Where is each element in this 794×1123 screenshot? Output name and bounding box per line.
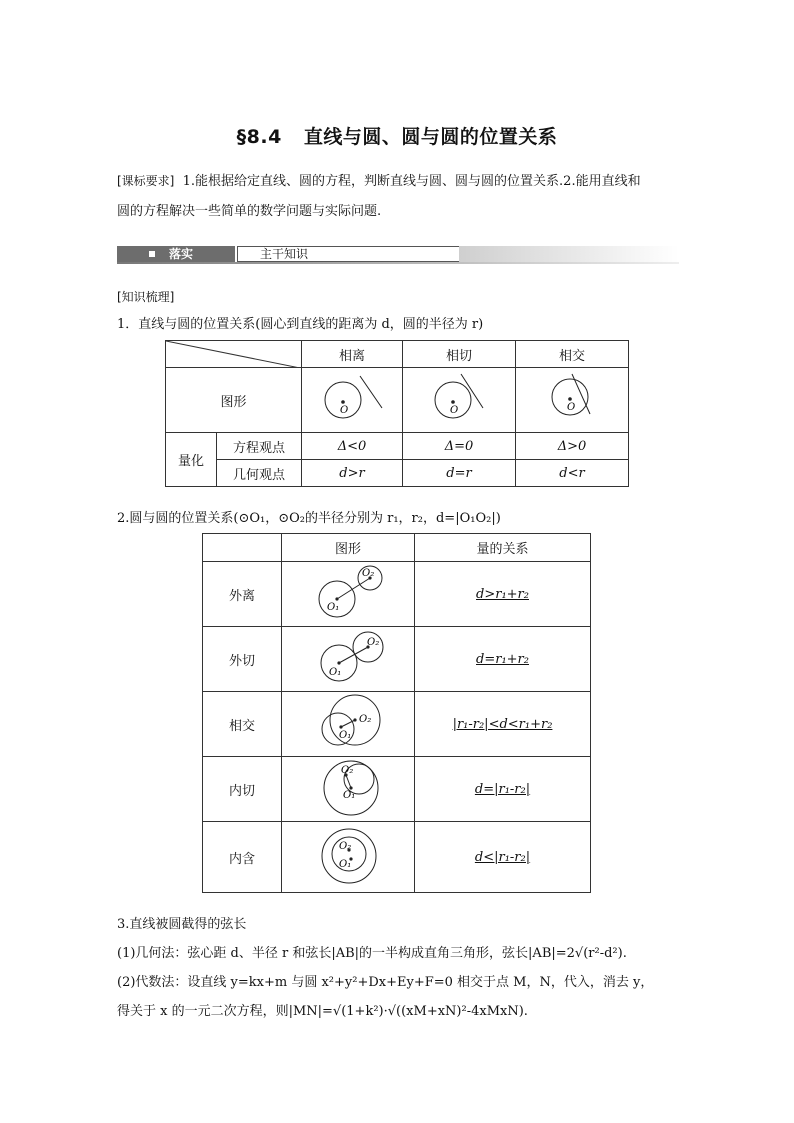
relation-text: |r₁-r₂|<d<r₁+r₂ — [452, 716, 553, 732]
table-row — [203, 562, 591, 627]
sec2-heading: 2.圆与圆的位置关系(⊙O₁，⊙O₂的半径分别为 r₁，r₂，d=|O₁O₂|) — [117, 511, 501, 526]
corner-cell — [203, 534, 282, 562]
banner-dark-label: 落实 — [169, 247, 194, 261]
diagonal-line — [166, 341, 300, 368]
o1-label: O₁ — [327, 602, 340, 613]
figure-cell — [282, 562, 415, 627]
requirement-label: [课标要求] — [117, 174, 175, 188]
relation-text: d=|r₁-r₂| — [474, 781, 531, 797]
knowledge-label: [知识梳理] — [117, 290, 175, 304]
sec3-heading: 3.直线被圆截得的弦长 — [117, 917, 247, 932]
figure-tangent — [403, 368, 516, 433]
center-label: O — [340, 405, 349, 416]
line-circle-table — [165, 340, 629, 487]
table-row — [203, 757, 591, 822]
o1-label: O₁ — [339, 859, 352, 870]
o2-label: O₂ — [359, 714, 372, 725]
table-row — [203, 627, 591, 692]
row-relation — [415, 692, 591, 757]
row-name: 内切 — [203, 757, 282, 822]
o1-label: O₁ — [339, 730, 352, 741]
banner-light-label: 主干知识 — [260, 247, 309, 261]
circle-circle-table — [202, 533, 591, 893]
geo-intersect: d<r — [516, 460, 629, 487]
title-text: 直线与圆、圆与圆的位置关系 — [303, 126, 558, 148]
o1-label: O₁ — [343, 790, 356, 801]
figure-cell — [282, 757, 415, 822]
banner-dark — [117, 246, 235, 262]
table-row — [203, 692, 591, 757]
banner-gradient — [459, 246, 679, 262]
external-separate-diagram — [283, 562, 413, 622]
figure-cell — [282, 627, 415, 692]
col-header-intersect: 相交 — [516, 341, 629, 368]
intersect-diagram — [516, 368, 628, 428]
col-header-separate: 相离 — [302, 341, 403, 368]
row-relation — [415, 627, 591, 692]
row-name: 外离 — [203, 562, 282, 627]
eq-tangent: Δ=0 — [403, 433, 516, 460]
requirement-block — [117, 166, 682, 227]
sub-label-equation: 方程观点 — [217, 433, 302, 460]
row-name: 相交 — [203, 692, 282, 757]
sec1-heading: 1．直线与圆的位置关系(圆心到直线的距离为 d，圆的半径为 r) — [117, 317, 484, 332]
relation-text: d=r₁+r₂ — [476, 651, 529, 667]
sub-label-geometry: 几何观点 — [217, 460, 302, 487]
intersecting-diagram — [283, 692, 413, 752]
o2-label: O₂ — [341, 765, 354, 776]
diagonal-header-cell — [166, 341, 302, 368]
banner-rule — [117, 262, 679, 264]
o2-label: O₂ — [339, 841, 352, 852]
row-label-figure: 图形 — [166, 368, 302, 433]
geo-tangent: d=r — [403, 460, 516, 487]
relation-text: d<|r₁-r₂| — [474, 849, 531, 865]
requirement-line1: 1.能根据给定直线、圆的方程，判断直线与圆、圆与圆的位置关系.2.能用直线和 — [182, 174, 641, 189]
section-number: §8.4 — [236, 126, 282, 148]
col-header-tangent: 相切 — [403, 341, 516, 368]
row-name: 外切 — [203, 627, 282, 692]
banner-light — [237, 246, 461, 262]
section-banner — [117, 243, 679, 265]
sec3-line3: 得关于 x 的一元二次方程，则|MN|=√(1+k²)·√((xM+xN)²-4xMxN). — [117, 1004, 528, 1019]
tangent-diagram — [403, 368, 515, 428]
row-relation — [415, 757, 591, 822]
o1-label: O₁ — [329, 667, 342, 678]
o2-label: O₂ — [367, 637, 380, 648]
requirement-line2: 圆的方程解决一些简单的数学问题与实际问题. — [117, 204, 382, 219]
o2-label: O₂ — [362, 568, 375, 579]
relation-text: d>r₁+r₂ — [476, 586, 529, 602]
figure-cell — [282, 822, 415, 893]
page-title — [0, 122, 794, 149]
row-relation — [415, 822, 591, 893]
figure-cell — [282, 692, 415, 757]
table-row — [203, 822, 591, 893]
eq-intersect: Δ>0 — [516, 433, 629, 460]
sec3-line2: (2)代数法：设直线 y=kx+m 与圆 x²+y²+Dx+Ey+F=0 相交于点 M，N，代入，消去 y， — [117, 975, 654, 990]
center-label: O — [567, 402, 576, 413]
sec3-line1: (1)几何法：弦心距 d、半径 r 和弦长|AB|的一半构成直角三角形，弦长|AB|=2√(r²-d²). — [117, 946, 627, 961]
separate-diagram — [302, 368, 402, 428]
internal-tangent-diagram — [283, 757, 413, 817]
external-tangent-diagram — [283, 627, 413, 687]
header-figure: 图形 — [282, 534, 415, 562]
figure-separate — [302, 368, 403, 433]
row-label-quant: 量化 — [166, 433, 217, 487]
contained-diagram — [283, 822, 413, 888]
figure-intersect — [516, 368, 629, 433]
eq-separate: Δ<0 — [302, 433, 403, 460]
header-relation: 量的关系 — [415, 534, 591, 562]
geo-separate: d>r — [302, 460, 403, 487]
square-bullet-icon — [149, 251, 155, 257]
center-label: O — [450, 405, 459, 416]
row-name: 内含 — [203, 822, 282, 893]
row-relation — [415, 562, 591, 627]
